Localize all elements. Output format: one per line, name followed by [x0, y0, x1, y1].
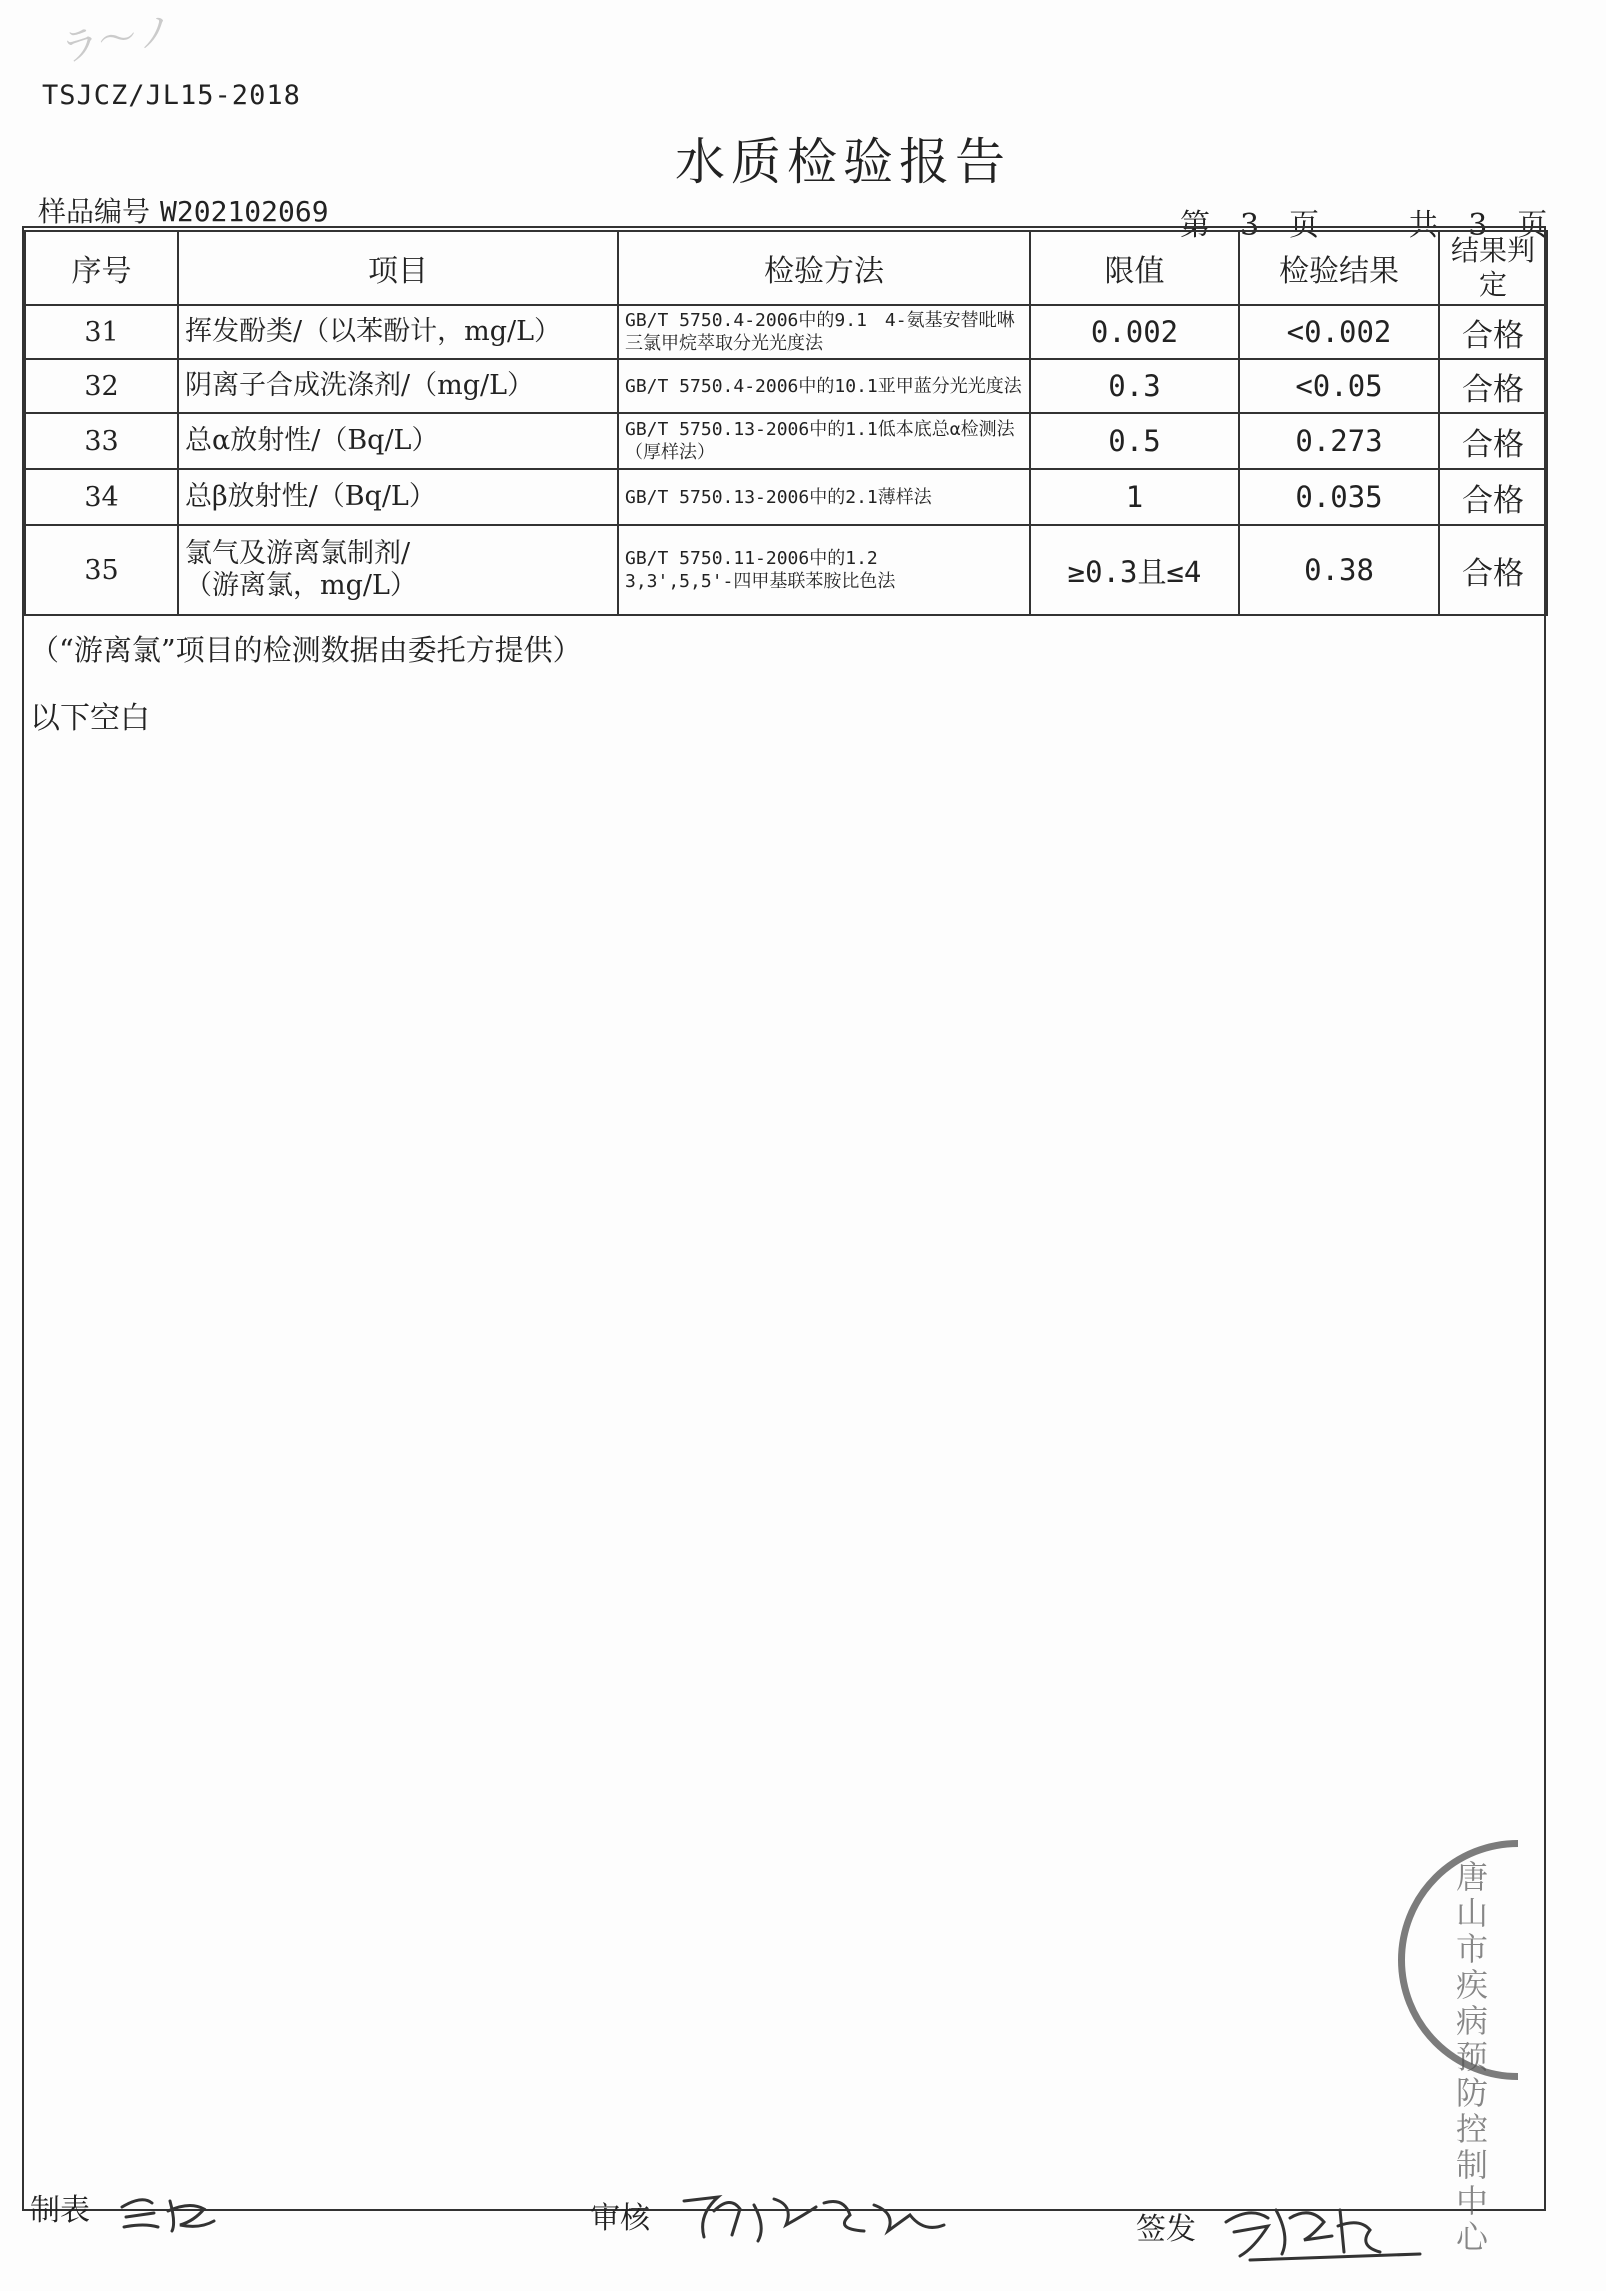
- row-method: GB/T 5750.13-2006中的2.1薄样法: [618, 469, 1030, 525]
- table-row: [25, 305, 1547, 359]
- sample-number: [38, 190, 329, 230]
- reviewed-by: [590, 2185, 974, 2255]
- row-method: [618, 525, 1030, 615]
- page-label: 页: [1289, 208, 1320, 243]
- row-item-line: （游离氯，mg/L）: [185, 570, 417, 601]
- row-method: GB/T 5750.4-2006中的10.1亚甲蓝分光光度法: [618, 359, 1030, 413]
- row-method: GB/T 5750.4-2006中的9.1 4-氨基安替吡啉三氯甲烷萃取分光光度法: [618, 305, 1030, 359]
- row-judgement: 合格: [1439, 525, 1547, 615]
- handwritten-corner-mark: ラ〜ノ: [57, 7, 178, 71]
- page-title: 水质检验报告: [675, 133, 1011, 191]
- col-header-no: 序号: [25, 231, 178, 305]
- prepared-by-signature: [114, 2187, 224, 2237]
- row-result: 0.273: [1239, 413, 1439, 469]
- row-judgement: 合格: [1439, 469, 1547, 525]
- row-item: 阴离子合成洗涤剂/（mg/L）: [178, 359, 618, 413]
- row-limit: 0.002: [1030, 305, 1239, 359]
- prepared-by-label: 制表: [30, 2193, 90, 2228]
- col-header-limit: 限值: [1030, 231, 1239, 305]
- page-current: 3: [1240, 208, 1260, 243]
- official-seal-text: 唐山市疾病预防控制中心: [1451, 1860, 1489, 2256]
- row-limit: 1: [1030, 469, 1239, 525]
- reviewed-by-signature: [674, 2185, 974, 2255]
- row-method-line: 3,3',5,5'-四甲基联苯胺比色法: [625, 571, 896, 592]
- row-result: 0.38: [1239, 525, 1439, 615]
- page-label: 第: [1180, 208, 1210, 243]
- row-no: 33: [25, 413, 178, 469]
- row-no: 31: [25, 305, 178, 359]
- row-judgement: 合格: [1439, 305, 1547, 359]
- table-row: [25, 413, 1547, 469]
- col-header-judgement: 结果判定: [1439, 231, 1547, 305]
- row-limit: 0.5: [1030, 413, 1239, 469]
- row-item: [178, 525, 618, 615]
- row-judgement: 合格: [1439, 413, 1547, 469]
- issued-by: [1136, 2196, 1430, 2266]
- col-header-method: 检验方法: [618, 231, 1030, 305]
- row-method-line: GB/T 5750.11-2006中的1.2: [625, 548, 878, 569]
- row-method: GB/T 5750.13-2006中的1.1低本底总α检测法（厚样法）: [618, 413, 1030, 469]
- row-result: <0.05: [1239, 359, 1439, 413]
- row-result: 0.035: [1239, 469, 1439, 525]
- row-no: 32: [25, 359, 178, 413]
- prepared-by: [30, 2185, 224, 2237]
- row-no: 35: [25, 525, 178, 615]
- page-label: 共: [1408, 208, 1439, 243]
- page-label: 页: [1517, 208, 1548, 243]
- row-item: 总β放射性/（Bq/L）: [178, 469, 618, 525]
- col-header-result: 检验结果: [1239, 231, 1439, 305]
- sample-number-label: 样品编号: [38, 195, 151, 228]
- table-row: [25, 469, 1547, 525]
- reviewed-by-label: 审核: [590, 2201, 650, 2236]
- row-limit: 0.3: [1030, 359, 1239, 413]
- row-judgement: 合格: [1439, 359, 1547, 413]
- row-item-line: 氯气及游离氯制剂/: [185, 538, 411, 569]
- results-table: [24, 230, 1548, 616]
- data-source-note: （“游离氯”项目的检测数据由委托方提供）: [30, 633, 582, 667]
- row-limit: ≥0.3且≤4: [1030, 525, 1239, 615]
- row-item: 挥发酚类/（以苯酚计，mg/L）: [178, 305, 618, 359]
- row-item: 总α放射性/（Bq/L）: [178, 413, 618, 469]
- document-code: TSJCZ/JL15-2018: [42, 80, 301, 111]
- sample-number-value: W202102069: [160, 195, 329, 228]
- table-header-row: [25, 231, 1547, 305]
- row-result: <0.002: [1239, 305, 1439, 359]
- row-no: 34: [25, 469, 178, 525]
- table-row: [25, 525, 1547, 615]
- page-total: 3: [1468, 208, 1488, 243]
- table-row: [25, 359, 1547, 413]
- col-header-item: 项目: [178, 231, 618, 305]
- issued-by-signature: [1220, 2196, 1430, 2266]
- blank-below-note: 以下空白: [30, 701, 150, 736]
- issued-by-label: 签发: [1136, 2212, 1196, 2247]
